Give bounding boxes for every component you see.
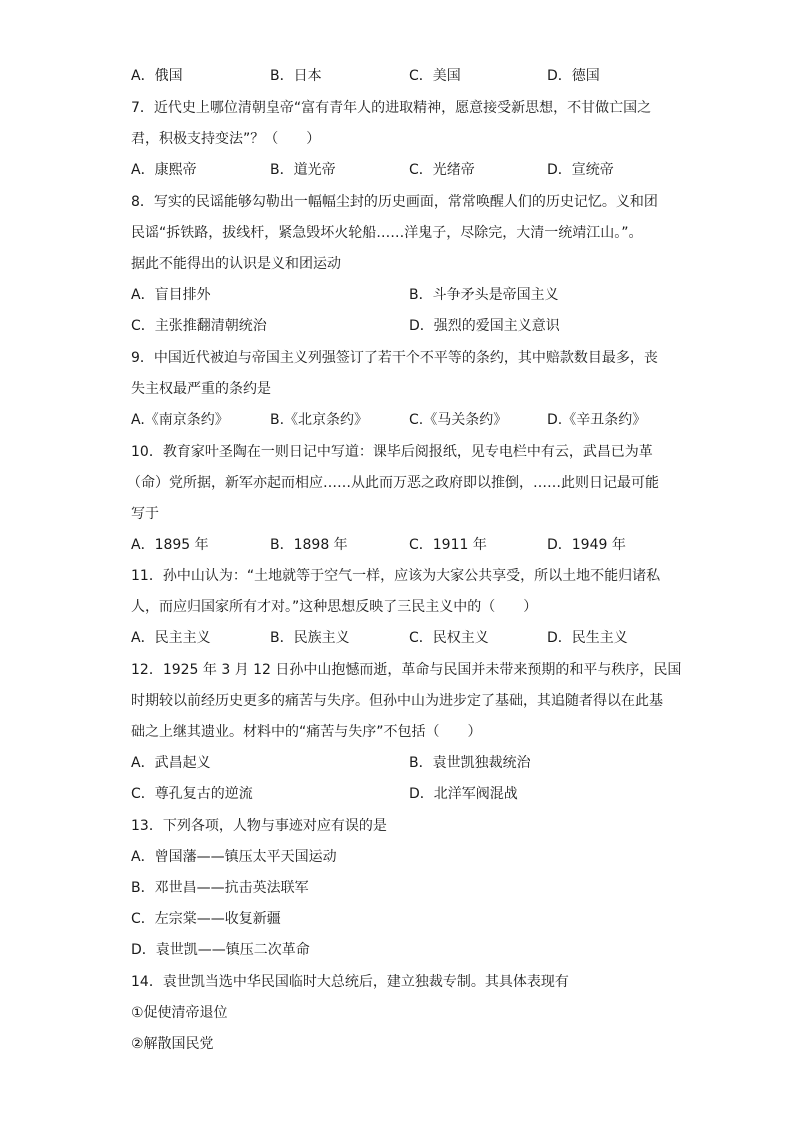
q8-question-line: 8．写实的民谣能够勾勒出一幅幅尘封的历史画面，常常唤醒人们的历史记忆。义和团 [131,194,658,210]
q7-question-line: 7．近代史上哪位清朝皇帝“富有青年人的进取精神，愿意接受新思想，不甘做亡国之 [131,100,652,116]
q6-option-b: B．日本 [270,68,322,84]
q12-option-b: B．袁世凯独裁统治 [409,755,531,771]
q11-option-c: C．民权主义 [409,630,489,646]
q14-question-line: 14．袁世凯当选中华民国临时大总统后，建立独裁专制。其具体表现有 [131,974,569,990]
q9-option-b: B.《北京条约》 [270,412,369,428]
q13-option-c: C．左宗棠——收复新疆 [131,911,281,927]
q13-question-line: 13．下列各项，人物与事迹对应有误的是 [131,818,387,834]
q10-question-line: （命）党所据，新军亦起而相应……从此而万恶之政府即以推倒，……此则日记最可能 [127,475,659,491]
q9-question-line: 失主权最严重的条约是 [131,381,271,397]
q12-question-line: 础之上继其遗业。材料中的“痛苦与失序”不包括（ ） [131,724,482,740]
q8-option-a: A．盲目排外 [131,287,211,303]
q8-option-c: C．主张推翻清朝统治 [131,318,267,334]
q7-option-c: C．光绪帝 [409,162,475,178]
q8-option-d: D．强烈的爱国主义意识 [409,318,560,334]
q6-option-a: A．俄国 [131,68,183,84]
q10-option-d: D．1949 年 [547,537,626,553]
q14-item-2: ②解散国民党 [131,1036,214,1052]
q7-option-b: B．道光帝 [270,162,336,178]
q9-option-c: C.《马关条约》 [409,412,508,428]
q8-question-line: 据此不能得出的认识是义和团运动 [131,256,341,272]
q10-question-line: 10．教育家叶圣陶在一则日记中写道：课毕后阅报纸，见专电栏中有云，武昌已为革 [131,444,653,460]
q13-option-a: A．曾国藩——镇压太平天国运动 [131,849,337,865]
q14-item-1: ①促使清帝退位 [131,1005,228,1021]
q10-question-line: 写于 [131,506,159,522]
q9-question-line: 9．中国近代被迫与帝国主义列强签订了若干个不平等的条约，其中赔款数目最多，丧 [131,350,658,366]
q8-option-b: B．斗争矛头是帝国主义 [409,287,559,303]
q12-question-line: 时期较以前经历史更多的痛苦与失序。但孙中山为进步定了基础，其追随者得以在此基 [131,693,663,709]
q11-question-line: 11．孙中山认为：“土地就等于空气一样，应该为大家公共享受，所以土地不能归诸私 [131,568,661,584]
q7-question-line: 君，积极支持变法”？（ ） [131,131,321,147]
q11-option-a: A．民主主义 [131,630,211,646]
q9-option-d: D.《辛丑条约》 [547,412,647,428]
q12-option-a: A．武昌起义 [131,755,211,771]
q8-question-line: 民谣“拆铁路，拔线杆，紧急毁坏火轮船……洋鬼子，尽除完，大清一统靖江山。”。 [131,225,643,241]
q13-option-d: D．袁世凯——镇压二次革命 [131,942,310,958]
q6-option-c: C．美国 [409,68,461,84]
q7-option-a: A．康熙帝 [131,162,197,178]
q10-option-b: B．1898 年 [270,537,348,553]
q11-option-d: D．民生主义 [547,630,628,646]
q11-question-line: 人，而应归国家所有才对。”这种思想反映了三民主义中的（ ） [131,599,538,615]
q11-option-b: B．民族主义 [270,630,350,646]
q13-option-b: B．邓世昌——抗击英法联军 [131,880,309,896]
q12-option-c: C．尊孔复古的逆流 [131,786,253,802]
q12-question-line: 12．1925 年 3 月 12 日孙中山抱憾而逝，革命与民国并未带来预期的和平与秩序，民国 [131,662,682,678]
q9-option-a: A.《南京条约》 [131,412,229,428]
q7-option-d: D．宣统帝 [547,162,614,178]
q10-option-a: A．1895 年 [131,537,209,553]
q10-option-c: C．1911 年 [409,537,487,553]
q6-option-d: D．德国 [547,68,600,84]
q12-option-d: D．北洋军阀混战 [409,786,518,802]
